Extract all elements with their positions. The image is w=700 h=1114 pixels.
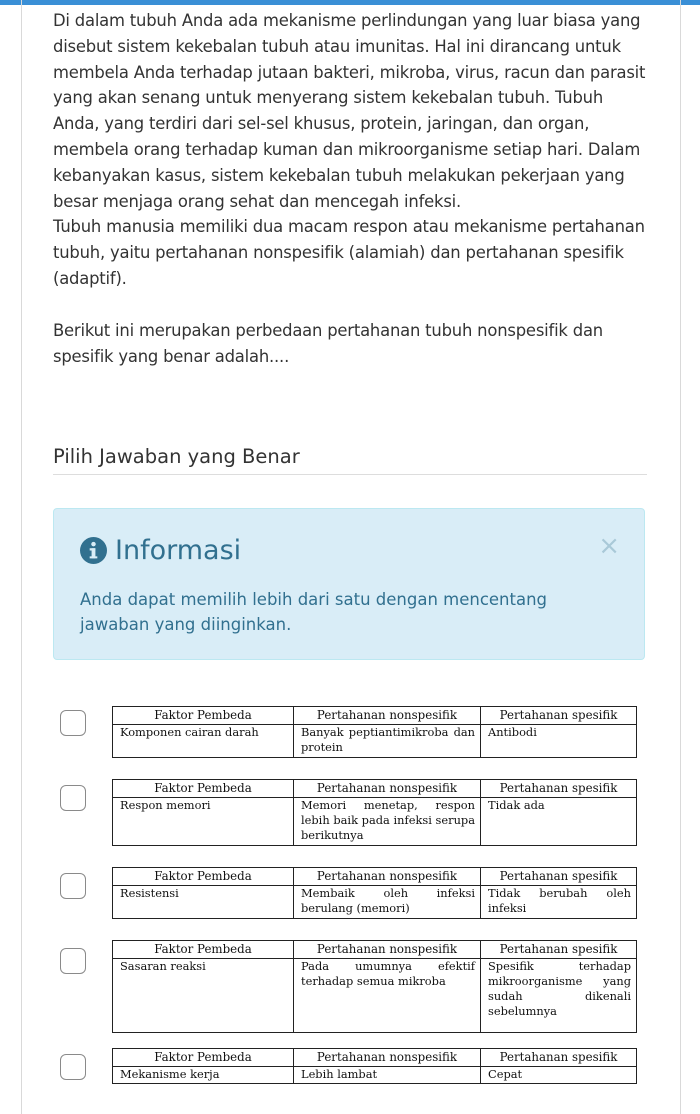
cell-factor: Respon memori — [113, 798, 294, 846]
option-checkbox[interactable] — [60, 1054, 86, 1080]
cell-nonspecific: Membaik oleh infeksi berulang (memori) — [294, 886, 481, 919]
cell-factor: Sasaran reaksi — [113, 959, 294, 1033]
cell-specific: Antibodi — [481, 725, 637, 758]
info-header — [80, 535, 241, 566]
cell-factor: Mekanisme kerja — [113, 1067, 294, 1084]
option-table — [112, 867, 637, 919]
info-circle-icon — [80, 537, 107, 564]
cell-factor: Komponen cairan darah — [113, 725, 294, 758]
header-nonspecific: Pertahanan nonspesifik — [294, 707, 481, 725]
header-nonspecific: Pertahanan nonspesifik — [294, 780, 481, 798]
header-factor: Faktor Pembeda — [113, 941, 294, 959]
header-nonspecific: Pertahanan nonspesifik — [294, 941, 481, 959]
cell-factor: Resistensi — [113, 886, 294, 919]
answer-prompt-title: Pilih Jawaban yang Benar — [53, 445, 647, 475]
cell-specific: Cepat — [481, 1067, 637, 1084]
close-icon[interactable]: × — [598, 531, 620, 561]
header-specific: Pertahanan spesifik — [481, 941, 637, 959]
header-factor: Faktor Pembeda — [113, 707, 294, 725]
question-paragraph-2: Tubuh manusia memiliki dua macam respon atau mekanisme pertahanan tubuh, yaitu pertahanan nonspesifik (alamiah) dan pertahanan spesifik (adaptif). — [53, 217, 645, 288]
option-table — [112, 1048, 637, 1084]
option-checkbox[interactable] — [60, 785, 86, 811]
question-paragraph-3: Berikut ini merupakan perbedaan pertahanan tubuh nonspesifik dan spesifik yang benar adalah.... — [53, 320, 603, 366]
header-specific: Pertahanan spesifik — [481, 707, 637, 725]
question-text — [53, 8, 653, 369]
question-paragraph-1: Di dalam tubuh Anda ada mekanisme perlindungan yang luar biasa yang disebut sistem kekebalan tubuh atau imunitas. Hal ini dirancang untuk membela Anda terhadap jutaan bakteri, mikroba, virus, racun dan parasit yang akan senang untuk menyerang sistem kekebalan tubuh. Tubuh Anda, yang terdiri dari sel-sel khusus, protein, jaringan, dan organ, membela orang terhadap kuman dan mikroorganisme setiap hari. Dalam kebanyakan kasus, sistem kekebalan tubuh melakukan pekerjaan yang besar menjaga orang sehat dan mencegah infeksi. — [53, 11, 646, 211]
cell-nonspecific: Pada umumnya efektif terhadap semua mikroba — [294, 959, 481, 1033]
header-factor: Faktor Pembeda — [113, 780, 294, 798]
info-title: Informasi — [115, 535, 242, 566]
left-border — [21, 0, 22, 1114]
option-table — [112, 940, 637, 1033]
cell-nonspecific: Banyak peptiantimikroba dan protein — [294, 725, 481, 758]
header-nonspecific: Pertahanan nonspesifik — [294, 868, 481, 886]
option-table — [112, 706, 637, 758]
info-message: Anda dapat memilih lebih dari satu dengan mencentang jawaban yang diinginkan. — [80, 590, 548, 634]
header-factor: Faktor Pembeda — [113, 1049, 294, 1067]
header-factor: Faktor Pembeda — [113, 868, 294, 886]
right-border — [680, 0, 681, 1114]
cell-nonspecific: Memori menetap, respon lebih baik pada infeksi serupa berikutnya — [294, 798, 481, 846]
info-alert — [53, 508, 645, 660]
option-checkbox[interactable] — [60, 948, 86, 974]
option-checkbox[interactable] — [60, 710, 86, 736]
header-nonspecific: Pertahanan nonspesifik — [294, 1049, 481, 1067]
header-specific: Pertahanan spesifik — [481, 780, 637, 798]
option-checkbox[interactable] — [60, 873, 86, 899]
header-specific: Pertahanan spesifik — [481, 868, 637, 886]
top-accent-bar — [0, 0, 700, 5]
cell-specific: Spesifik terhadap mikroorganisme yang sudah dikenali sebelumnya — [481, 959, 637, 1033]
cell-nonspecific: Lebih lambat — [294, 1067, 481, 1084]
cell-specific: Tidak ada — [481, 798, 637, 846]
option-table — [112, 779, 637, 846]
cell-specific: Tidak berubah oleh infeksi — [481, 886, 637, 919]
header-specific: Pertahanan spesifik — [481, 1049, 637, 1067]
